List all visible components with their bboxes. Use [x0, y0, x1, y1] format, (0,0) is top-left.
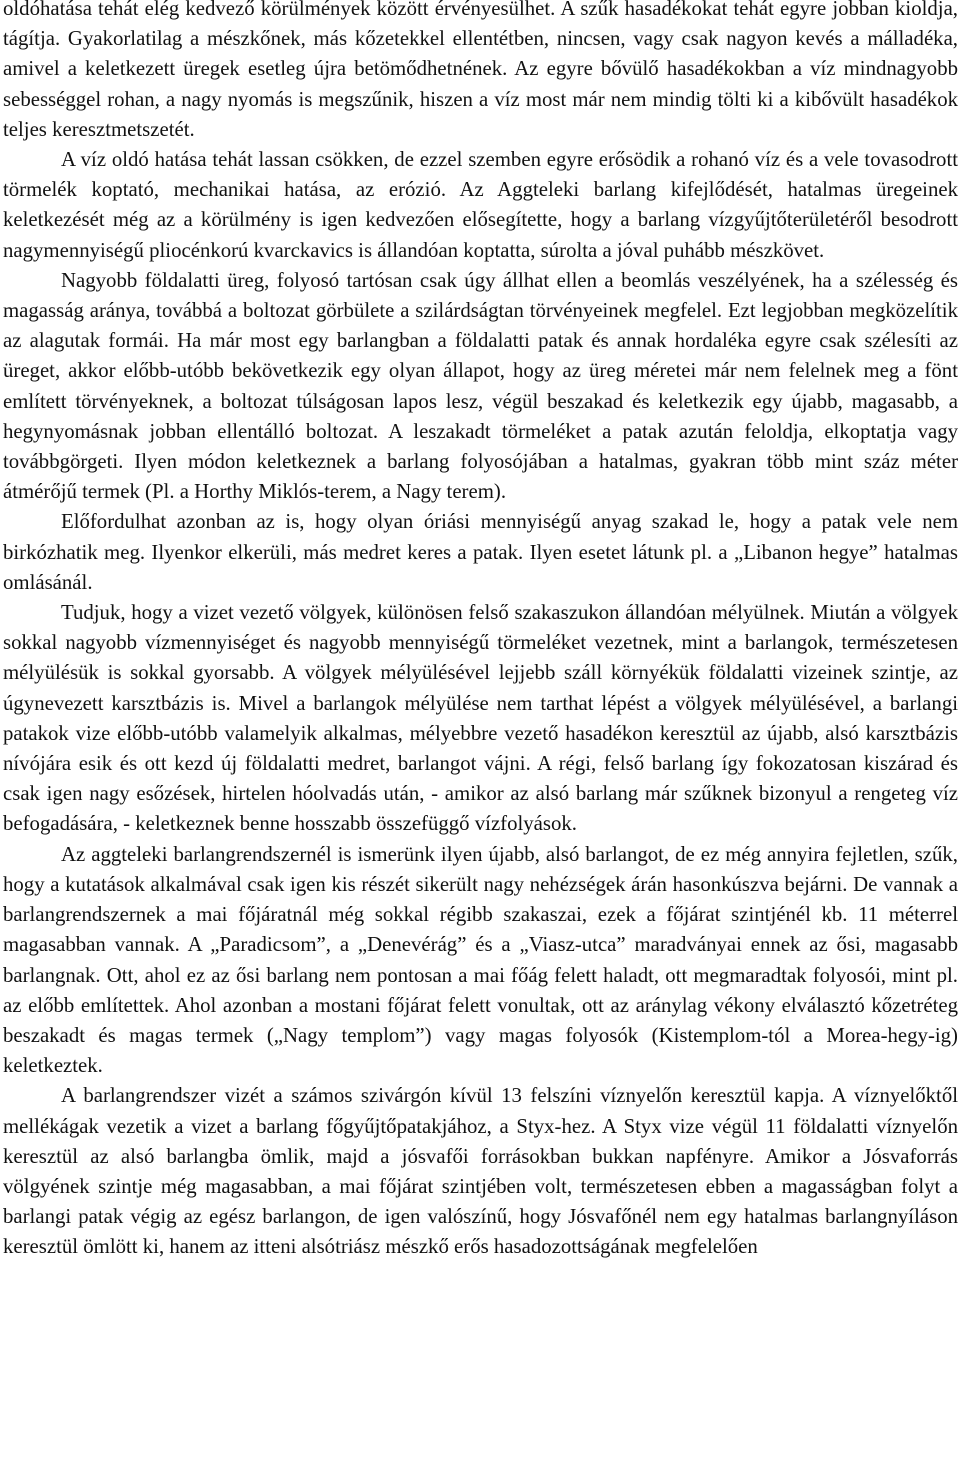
paragraph-7: A barlangrendszer vizét a számos szivárgón kívül 13 felszíni víznyelőn keresztül kapja. A víznyelőktől mellékágak vezetik a vizet a barlang főgyűjtőpatakjához, a Styx-hez. A Styx vize végül 11 földalatti víznyelőn keresztül az alsó barlangba ömlik, majd a jósvafői forrásokban bukkan napfényre. Amikor a Jósvaforrás völgyének szintje még magasabban, a mai főjárat szintjében volt, természetesen ebben a magasságban folyt a barlangi patak végig az egész barlangon, de igen valószínű, hogy Jósvafőnél nem egy hatalmas barlangnyíláson keresztül ömlött ki, hanem az itteni alsótriász mészkő erős hasadozottságának megfelelően [3, 1084, 958, 1259]
paragraph-2: A víz oldó hatása tehát lassan csökken, de ezzel szemben egyre erősödik a rohanó víz és a vele tovasodrott törmelék koptató, mechanikai hatása, az erózió. Az Aggteleki barlang kifejlődését, hatalmas üregeinek keletkezését még az a körülmény is igen kedvezően elősegítette, hogy a barlang vízgyűjtőterületéről besodrott nagymennyiségű pliocénkorú kvarckavics is állandóan koptatta, súrolta a jóval puhább mészkövet. [3, 148, 958, 262]
paragraph-3: Nagyobb földalatti üreg, folyosó tartósan csak úgy állhat ellen a beomlás veszélyének, ha a szélesség és magasság aránya, továbbá a boltozat görbülete a szilárdságtan törvényeinek megfelel. Ezt legjobban megközelítik az alagutak formái. Ha már most egy barlangban a földalatti patak és annak hordaléka egyre csak szélesíti az üreget, akkor előbb-utóbb bekövetkezik egy olyan állapot, hogy az üreg méretei már nem felelnek meg a fönt említett törvényeknek, a boltozat túlságosan lapos lesz, végül beszakad és keletkezik egy újabb, magasabb, a hegynyomásnak jobban ellentálló boltozat. A leszakadt törmeléket a patak azután feloldja, elkoptatja vagy továbbgörgeti. Ilyen módon keletkeznek a barlang folyosójában a hatalmas, gyakran több mint száz méter átmérőjű termek (Pl. a Horthy Miklós-terem, a Nagy terem). [3, 268, 958, 504]
paragraph-5: Tudjuk, hogy a vizet vezető völgyek, különösen felső szakaszukon állandóan mélyülnek. Miután a völgyek sokkal nagyobb vízmennyiséget és nagyobb mennyiségű törmeléket vezetnek, mint a barlangok, természetesen mélyülésük is sokkal gyorsabb. A völgyek mélyülésével lejjebb száll környékük földalatti vizeinek szintje, az úgynevezett karsztbázis is. Mivel a barlangok mélyülése nem tarthat lépést a völgyek mélyülésével, a barlangi patakok vize előbb-utóbb valamelyik alkalmas, mélyebbre vezető hasadékon keresztül az újabb, alsó karsztbázis nívójára esik és ott kezd új földalatti medret, barlangot vájni. A régi, felső barlang így fokozatosan kiszárad és csak igen nagy esőzések, hirtelen hóolvadás után, - amikor az alsó barlang már szűknek bizonyul a rengeteg víz befogadására, - keletkeznek benne hosszabb összefüggő vízfolyások. [3, 601, 958, 836]
paragraph-1: oldóhatása tehát elég kedvező körülmények között érvényesülhet. A szűk hasadékokat tehát egyre jobban kioldja, tágítja. Gyakorlatilag a mészkőnek, más kőzetekkel ellentétben, nincsen, vagy csak nagyon kevés a málladéka, amivel a keletkezett üregek esetleg újra betömődhetnének. Az egyre bővülő hasadékokban a víz mindnagyobb sebességgel rohan, a nagy nyomás is megszűnik, hiszen a víz most már nem mindig tölti ki a kibővült hasadékok teljes keresztmetszetét. [3, 0, 958, 141]
document-page [3, 0, 958, 1263]
paragraph-4: Előfordulhat azonban az is, hogy olyan óriási mennyiségű anyag szakad le, hogy a patak vele nem birkózhatik meg. Ilyenkor elkerüli, más medret keres a patak. Ilyen esetet látunk pl. a „Libanon hegye” hatalmas omlásánál. [3, 510, 958, 594]
paragraph-6: Az aggteleki barlangrendszernél is ismerünk ilyen újabb, alsó barlangot, de ez még annyira fejletlen, szűk, hogy a kutatások alkalmával csak igen kis részét sikerült nagy nehézségek árán hasonkúszva bejárni. De vannak a barlangrendszernek a mai főjáratnál még sokkal régibb szakaszai, ezek a főjárat szintjénél kb. 11 méterrel magasabban vannak. A „Paradicsom”, a „Denevérág” és a „Viasz-utca” maradványai ennek az ősi, magasabb barlangnak. Ott, ahol ez az ősi barlang nem pontosan a mai főág felett haladt, ott megmaradtak folyosói, mint pl. az előbb említettek. Ahol azonban a mostani főjárat felett vonultak, ott az aránylag vékony elválasztó kőzetréteg beszakadt és magas termek („Nagy templom”) vagy magas folyosók (Kistemplom-tól a Morea-hegy-ig) keletkeztek. [3, 842, 958, 1078]
